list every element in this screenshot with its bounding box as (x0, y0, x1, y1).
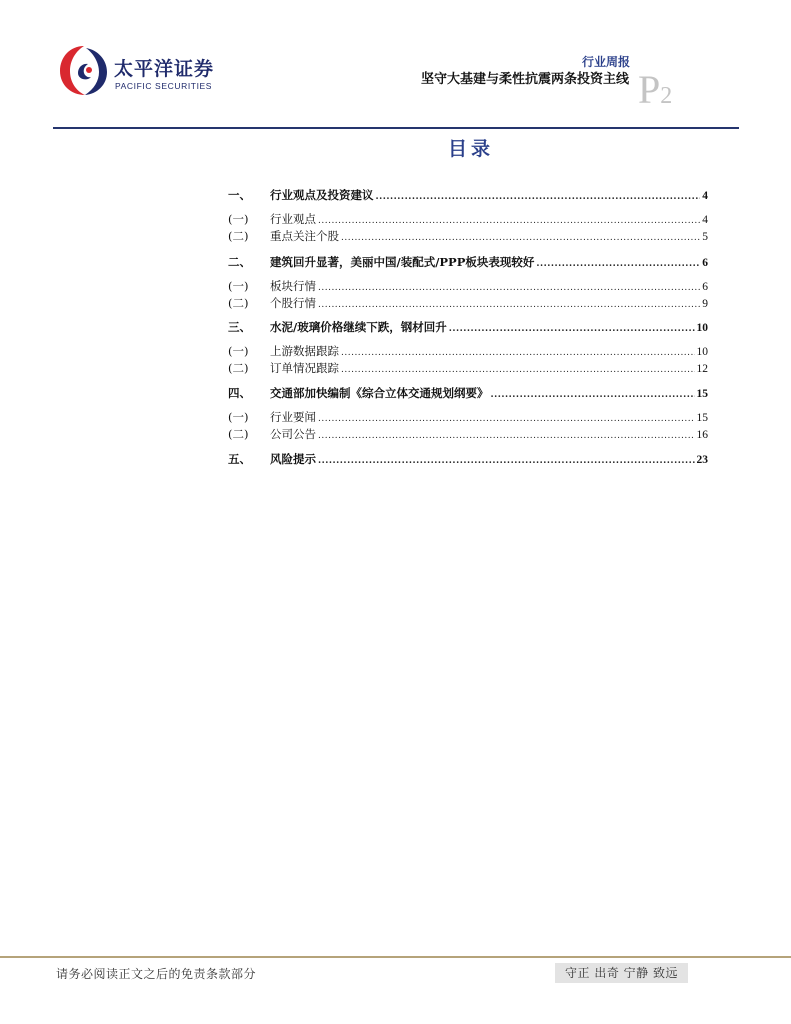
brand-name-cn: 太平洋证券 (114, 58, 215, 80)
toc-entry[interactable] (228, 451, 708, 467)
toc-heading: 目录 (447, 138, 494, 160)
toc-entry-number: (二) (228, 361, 249, 375)
toc-leader-dots (449, 321, 695, 337)
toc-entry[interactable] (228, 319, 708, 335)
toc-leader-dots (491, 387, 695, 403)
pacific-securities-logo-icon (56, 42, 112, 98)
toc-entry[interactable] (228, 360, 708, 376)
toc-entry-title: 水泥/玻璃价格继续下跌，钢材回升 (270, 320, 447, 334)
toc-entry[interactable] (228, 228, 708, 244)
header-divider (53, 127, 739, 129)
toc-entry-title: 重点关注个股 (270, 229, 339, 243)
report-type-label: 行业周报 (581, 55, 630, 69)
company-slogan: 守正 出奇 宁静 致远 (555, 963, 688, 983)
toc-entry-page: 10 (696, 346, 708, 358)
report-title: 坚守大基建与柔性抗震两条投资主线 (420, 72, 629, 87)
toc-entry-page: 6 (702, 281, 708, 293)
toc-entry-title: 上游数据跟踪 (270, 344, 339, 358)
toc-entry[interactable] (228, 295, 708, 311)
toc-entry-number: (一) (228, 279, 249, 293)
toc-leader-dots (318, 453, 695, 469)
toc-leader-dots (376, 189, 701, 205)
toc-entry-number: 二、 (228, 255, 251, 269)
page-letter: P (638, 67, 661, 112)
toc-entry-number: 五、 (228, 452, 251, 466)
toc-entry-title: 建筑回升显著，美丽中国/装配式/PPP板块表现较好 (270, 255, 535, 269)
toc-entry-number: (一) (228, 344, 249, 358)
toc-entry-number: 一、 (228, 188, 251, 202)
toc-entry-number: 四、 (228, 386, 251, 400)
toc-leader-dots (318, 428, 695, 444)
toc-entry[interactable] (228, 343, 708, 359)
toc-entry[interactable] (228, 187, 708, 203)
toc-entry-number: 三、 (228, 320, 251, 334)
toc-entry-title: 板块行情 (270, 279, 316, 293)
brand-name-en: PACIFIC SECURITIES (115, 81, 213, 91)
toc-entry-number: (一) (228, 410, 249, 424)
toc-entry-page: 15 (696, 412, 708, 424)
toc-entry-page: 9 (702, 298, 708, 310)
toc-entry-page: 12 (696, 363, 708, 375)
toc-entry-page: 23 (696, 454, 708, 466)
toc-leader-dots (318, 297, 700, 313)
toc-entry-page: 5 (702, 231, 708, 243)
toc-entry-page: 4 (702, 214, 708, 226)
toc-leader-dots (341, 362, 695, 378)
toc-entry[interactable] (228, 426, 708, 442)
toc-entry[interactable] (228, 254, 708, 270)
toc-entry-title: 交通部加快编制《综合立体交通规划纲要》 (270, 386, 489, 400)
toc-leader-dots (341, 345, 695, 361)
footer-divider (0, 956, 791, 958)
toc-entry-title: 行业要闻 (270, 410, 316, 424)
toc-entry-page: 10 (696, 322, 708, 334)
toc-entry-page: 6 (702, 257, 708, 269)
toc-entry-page: 15 (696, 388, 708, 400)
toc-entry[interactable] (228, 409, 708, 425)
toc-entry-title: 订单情况跟踪 (270, 361, 339, 375)
toc-entry-title: 风险提示 (270, 452, 316, 466)
toc-entry-title: 公司公告 (270, 427, 316, 441)
toc-entry-title: 行业观点及投资建议 (270, 188, 374, 202)
toc-entry[interactable] (228, 278, 708, 294)
toc-leader-dots (341, 230, 700, 246)
toc-entry-title: 行业观点 (270, 212, 316, 226)
toc-leader-dots (318, 411, 695, 427)
toc-entry[interactable] (228, 385, 708, 401)
toc-leader-dots (536, 256, 700, 272)
toc-entry-number: (一) (228, 212, 249, 226)
toc-entry-page: 16 (696, 429, 708, 441)
disclaimer-note: 请务必阅读正文之后的免责条款部分 (56, 967, 257, 981)
toc-entry-number: (二) (228, 427, 249, 441)
toc-entry-page: 4 (702, 190, 708, 202)
toc-entry-title: 个股行情 (270, 296, 316, 310)
toc-entry-number: (二) (228, 296, 249, 310)
toc-entry-number: (二) (228, 229, 249, 243)
page-number-mark (638, 67, 673, 112)
toc-leader-dots (318, 280, 700, 296)
toc-entry[interactable] (228, 211, 708, 227)
page-number: 2 (660, 83, 673, 109)
toc-leader-dots (318, 213, 700, 229)
